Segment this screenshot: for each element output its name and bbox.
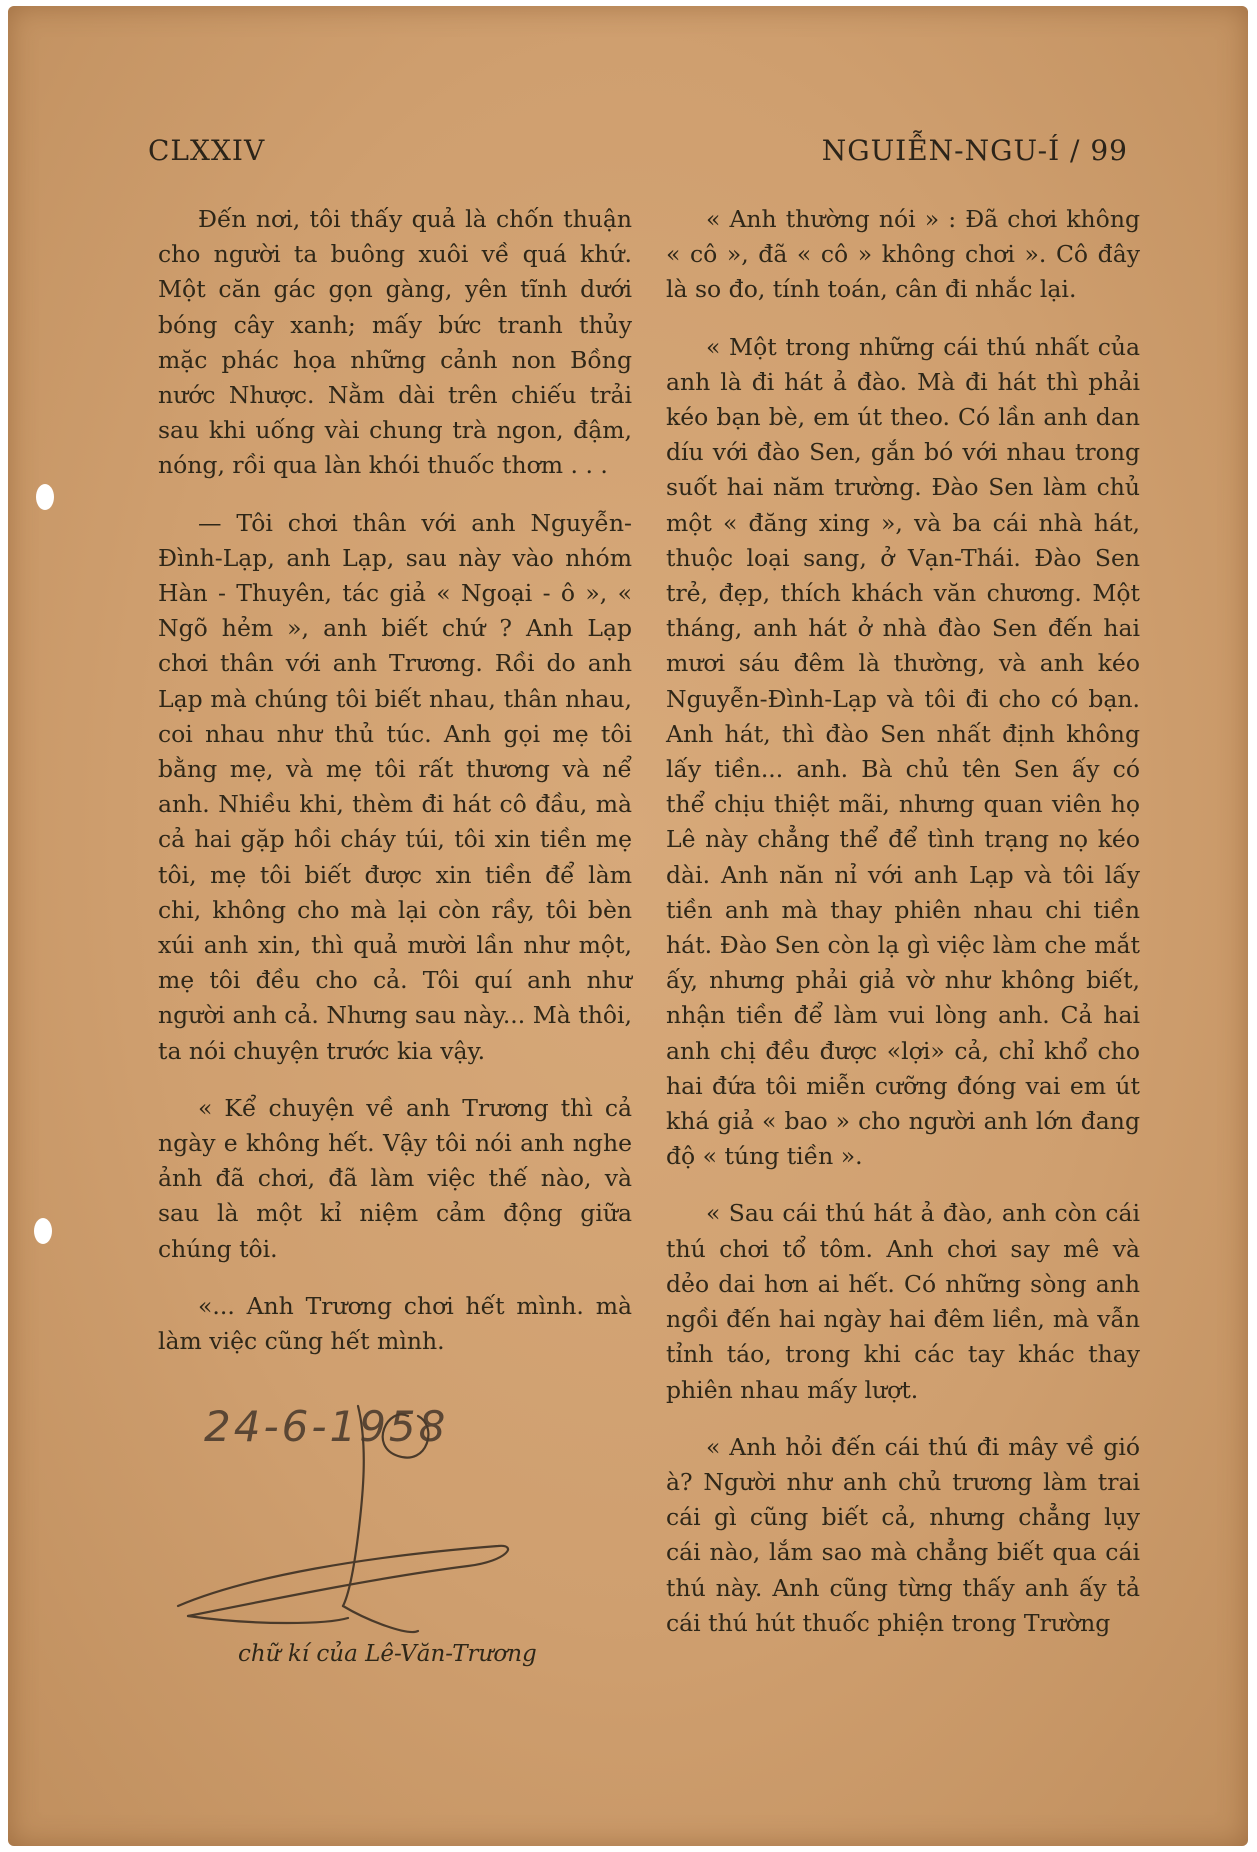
paragraph: Đến nơi, tôi thấy quả là chốn thuận cho người ta buông xuôi về quá khứ. Một căn gác gọn gàng, yên tĩnh dưới bóng cây xanh; mấy bức tranh thủy mặc phác họa những cảnh non Bồng nước Nhược. Nằm dài trên chiếu trải sau khi uống vài chung trà ngon, đậm, nóng, rồi qua làn khói thuốc thơm . . . (158, 205, 632, 480)
punch-hole (34, 1218, 52, 1244)
paragraph: « Kể chuyện về anh Trương thì cả ngày e không hết. Vậy tôi nói anh nghe ảnh đã chơi, đã làm việc thế nào, và sau là một kỉ niệm cảm động giữa chúng tôi. (158, 1093, 632, 1263)
handwritten-signature (168, 1386, 528, 1636)
running-title-and-page-number: NGUIỄN-NGU-Í / 99 (821, 134, 1128, 167)
right-column (666, 202, 1140, 1663)
paragraph: « Một trong những cái thú nhất của anh là đi hát ả đào. Mà đi hát thì phải kéo bạn bè, em út theo. Có lần anh dan díu với đào Sen, gắn bó với nhau trong suốt hai năm trường. Đào Sen làm chủ một « đăng xing », và ba cái nhà hát, thuộc loại sang, ở Vạn-Thái. Đào Sen trẻ, đẹp, thích khách văn chương. Một tháng, anh hát ở nhà đào Sen đến hai mươi sáu đêm là thường, và anh kéo Nguyễn-Đình-Lạp và tôi đi cho có bạn. Anh hát, thì đào Sen nhất định không lấy tiền... anh. Bà chủ tên Sen ấy có thể chịu thiệt mãi, nhưng quan viên họ Lê này chẳng thể để tình trạng nọ kéo dài. Anh năn nỉ với anh Lạp và tôi lấy tiền anh mà thay phiên nhau chi tiền hát. Đào Sen còn lạ gì việc làm che mắt ấy, nhưng phải giả vờ như không biết, nhận tiền để làm vui lòng anh. Cả hai anh chị đều được «lợi» cả, chỉ khổ cho hai đứa tôi miễn cưỡng đóng vai em út khá giả « bao » cho người anh lớn đang độ « túng tiền ». (666, 332, 1140, 1171)
left-column (158, 202, 632, 1381)
paragraph: « Anh thường nói » : Đã chơi không « cô », đã « cô » không chơi ». Cô đây là so đo, tính toán, cân đi nhắc lại. (666, 205, 1140, 304)
book-page (8, 6, 1248, 1846)
punch-hole (36, 484, 54, 510)
paragraph: « Sau cái thú hát ả đào, anh còn cái thú chơi tổ tôm. Anh chơi say mê và dẻo dai hơn ai hết. Có những sòng anh ngồi đến hai ngày hai đêm liền, mà vẫn tỉnh táo, trong khi các tay khác thay phiên nhau mấy lượt. (666, 1199, 1140, 1404)
paragraph: «... Anh Trương chơi hết mình. mà làm việc cũng hết mình. (158, 1291, 632, 1356)
paragraph: — Tôi chơi thân với anh Nguyễn-Đình-Lạp, anh Lạp, sau này vào nhóm Hàn - Thuyên, tác giả « Ngoại - ô », « Ngõ hẻm », anh biết chứ ? Anh Lạp chơi thân với anh Trương. Rồi do anh Lạp mà chúng tôi biết nhau, thân nhau, coi nhau như thủ túc. Anh gọi mẹ tôi bằng mẹ, và mẹ tôi rất thương và nể anh. Nhiều khi, thèm đi hát cô đầu, mà cả hai gặp hồi cháy túi, tôi xin tiền mẹ tôi, mẹ tôi biết được xin tiền để làm chi, không cho mà lại còn rầy, tôi bèn xúi anh xin, thì quả mười lần như một, mẹ tôi đều cho cả. Tôi quí anh như người anh cả. Nhưng sau này... Mà thôi, ta nói chuyện trước kia vậy. (158, 508, 632, 1065)
chapter-number: CLXXIV (148, 134, 266, 167)
paragraph: « Anh hỏi đến cái thú đi mây về gió à? Người như anh chủ trương làm trai cái gì cũng biết cả, nhưng chẳng lụy cái nào, lắm sao mà chẳng biết qua cái thú này. Anh cũng từng thấy anh ấy tả cái thú hút thuốc phiện trong Trường (666, 1432, 1140, 1637)
signature-caption: chữ kí của Lê-Văn-Trương (238, 1641, 537, 1667)
signature-date: 24-6-1958 (204, 1402, 449, 1451)
